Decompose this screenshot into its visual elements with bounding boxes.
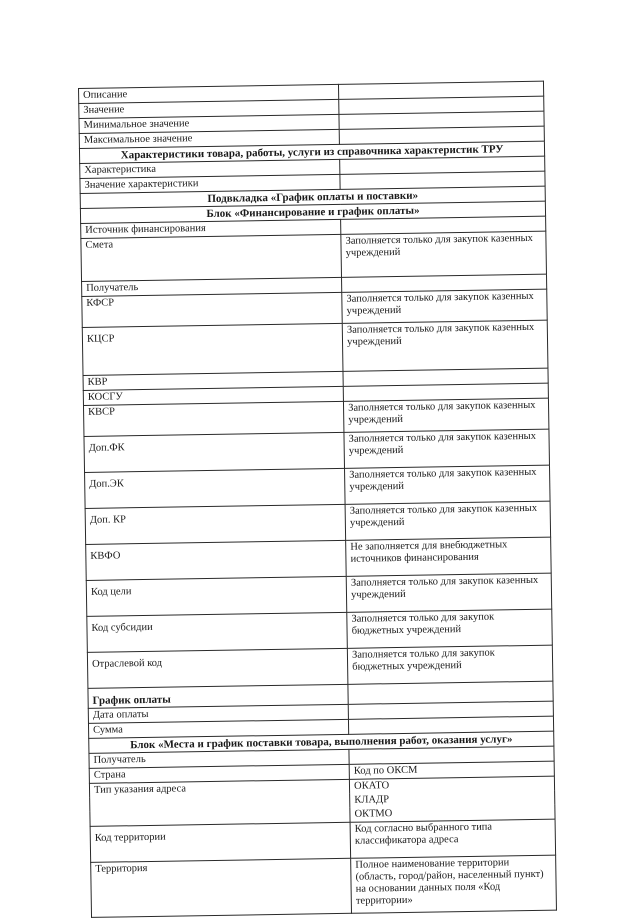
row-label: Значение характеристики [80,174,340,193]
row-label: Доп.ЭК [85,468,346,508]
requirements-table [78,81,557,918]
row-label: КВФО [86,540,347,580]
table-row [91,855,557,917]
row-value: ОКТМО [350,805,555,823]
row-label: Источник финансирования [81,219,341,238]
block-financing-title: Блок «Финансирование и график оплаты» [80,201,545,223]
row-value: Заполняется только для закупок казенных учреждений [342,289,547,323]
row-label: Сумма [88,719,348,738]
row-value: Заполняется только для закупок казенных учреждений [341,231,547,277]
section-tru-heading: Характеристики товара, работы, услуги из справочника характеристик ТРУ [79,141,544,163]
row-value: Не заполняется для внебюджетных источников финансирования [346,537,551,576]
row-value: Код по ОКСМ [349,761,554,779]
row-label: Код цели [86,576,347,616]
table-row [81,231,547,281]
row-label: Тип указания адреса [89,779,350,826]
row-label: Код субсидии [87,612,348,652]
row-label: Получатель [82,277,342,296]
table-row [82,320,548,375]
document-page [78,81,557,918]
row-value: Заполняется только для закупок бюджетных учреждений [347,645,552,684]
row-value: Заполняется только для закупок казенных учреждений [346,573,551,612]
row-value: Код согласно выбранного типа классификатора адреса [350,819,555,858]
block-delivery-title: Блок «Места и график поставки товара, выполнения работ, оказания услуг» [89,731,554,753]
row-label: Дата оплаты [88,704,348,723]
row-value: Заполняется только для закупок казенных учреждений [342,320,548,371]
row-label: Страна [89,764,349,783]
row-label: Доп.ФК [84,432,345,472]
row-label: КФСР [82,292,343,327]
row-label: Смета [81,234,342,281]
row-label: КВР [83,371,343,390]
row-label: Описание [79,84,339,103]
row-label: Значение [79,99,339,118]
row-label: Максимальное значение [79,129,339,148]
row-label: Минимальное значение [79,114,339,133]
row-value: Заполняется только для закупок бюджетных учреждений [347,609,552,648]
row-value: Заполняется только для закупок казенных учреждений [345,465,550,504]
row-label: Отраслевой код [87,648,348,688]
row-value: Полное наименование территории (область, город/район, населенный пункт) на основании данных поля «Код территории» [351,855,557,913]
row-value: Заполняется только для закупок казенных учреждений [344,429,549,468]
row-label: КВСР [83,401,344,436]
row-label: Получатель [89,749,349,768]
row-label: Доп. КР [85,504,346,544]
row-label: Характеристика [80,159,340,178]
tab-title: Подвкладка «График оплаты и поставки» [80,186,545,208]
row-value: ОКАТО [349,776,554,794]
row-label: КОСГУ [83,386,343,405]
row-label: Код территории [90,822,351,862]
payment-schedule-heading: График оплаты [88,684,348,708]
row-value: Заполняется только для закупок казенных учреждений [345,501,550,540]
row-value: КЛАДР [350,791,555,808]
row-label: КЦСР [82,323,343,375]
row-label: Территория [91,858,352,917]
row-value: Заполняется только для закупок казенных учреждений [344,398,549,432]
